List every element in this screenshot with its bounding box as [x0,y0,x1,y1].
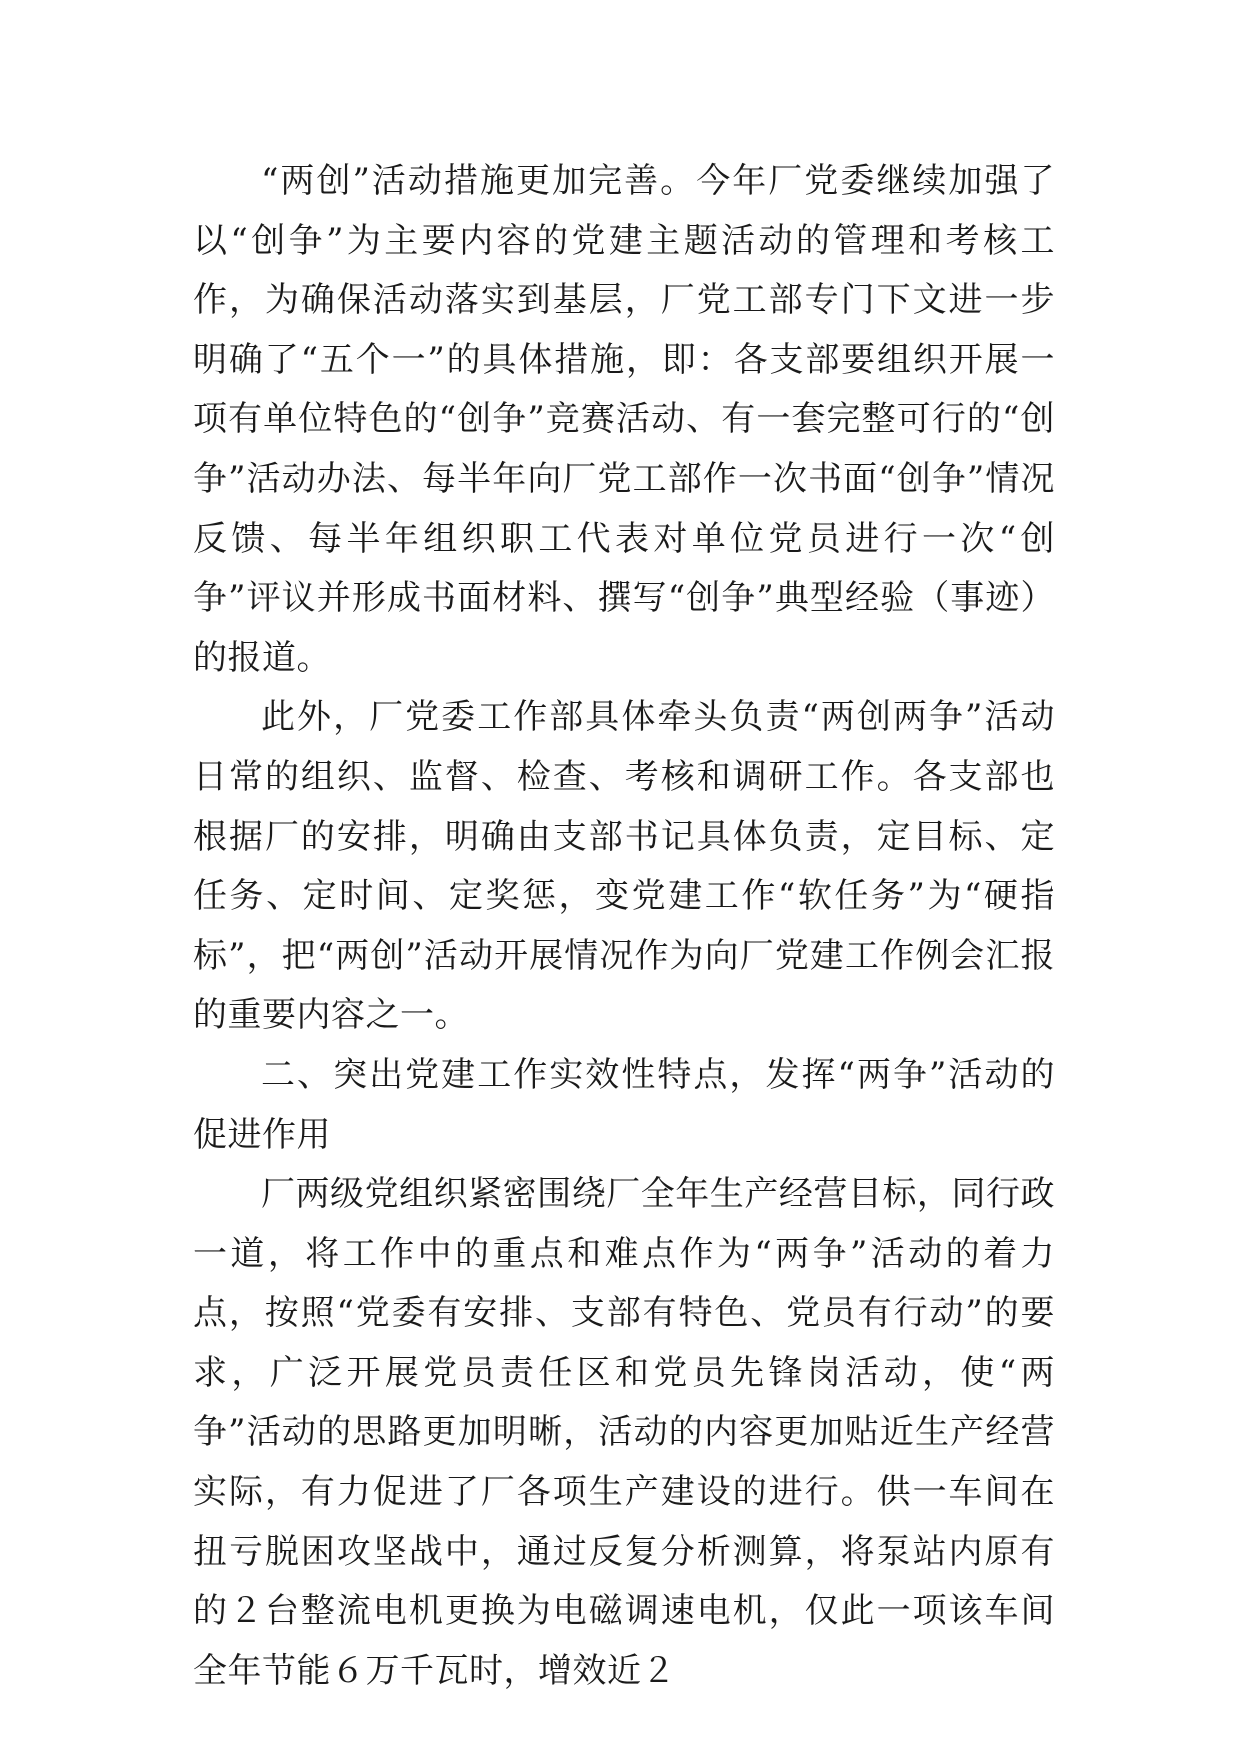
paragraph-liangchuang-measures: “两创”活动措施更加完善。今年厂党委继续加强了以“创争”为主要内容的党建主题活动的管理和考核工作，为确保活动落实到基层，厂党工部专门下文进一步明确了“五个一”的具体措施，即：各支部要组织开展一项有单位特色的“创争”竞赛活动、有一套完整可行的“创争”活动办法、每半年向厂党工部作一次书面“创争”情况反馈、每半年组织职工代表对单位党员进行一次“创争”评议并形成书面材料、撰写“创争”典型经验（事迹）的报道。 [193,161,1055,678]
document-body [193,152,1055,1701]
paragraph-production-goals: 厂两级党组织紧密围绕厂全年生产经营目标，同行政一道，将工作中的重点和难点作为“两争”活动的着力点，按照“党委有安排、支部有特色、党员有行动”的要求，广泛开展党员责任区和党员先锋岗活动，使“两争”活动的思路更加明晰，活动的内容更加贴近生产经营实际，有力促进了厂各项生产建设的进行。供一车间在扭亏脱困攻坚战中，通过反复分析测算，将泵站内原有的２台整流电机更换为电磁调速电机，仅此一项该车间全年节能６万千瓦时，增效近２ [193,1174,1055,1691]
section-heading-two: 二、突出党建工作实效性特点，发挥“两争”活动的促进作用 [193,1054,1055,1155]
paragraph-party-committee-work: 此外，厂党委工作部具体牵头负责“两创两争”活动日常的组织、监督、检查、考核和调研工作。各支部也根据厂的安排，明确由支部书记具体负责，定目标、定任务、定时间、定奖惩，变党建工作“软任务”为“硬指标”，把“两创”活动开展情况作为向厂党建工作例会汇报的重要内容之一。 [193,697,1055,1036]
